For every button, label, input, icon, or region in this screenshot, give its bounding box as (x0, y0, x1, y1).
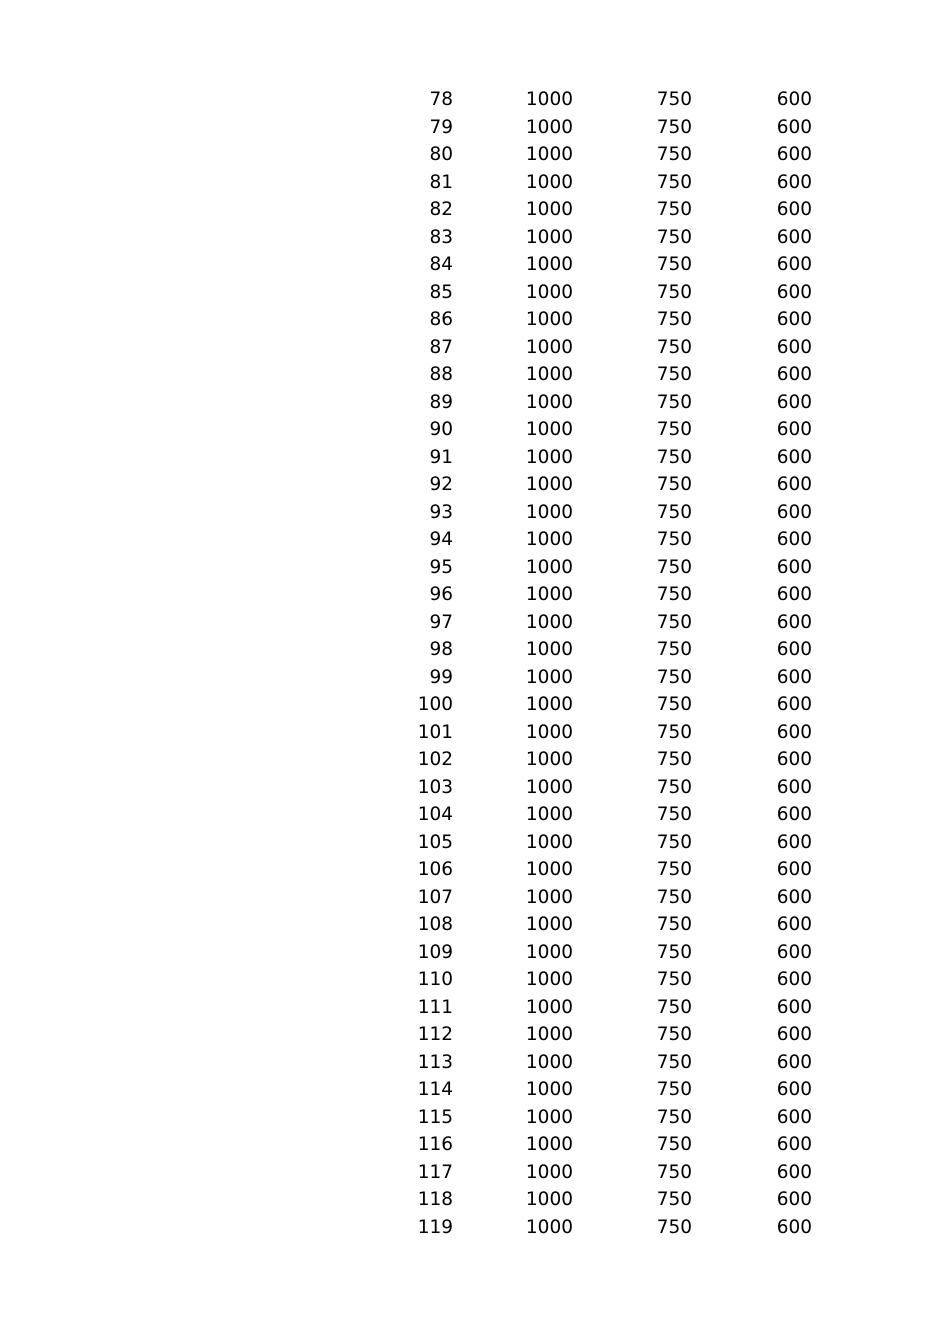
table-cell: 87 (429, 336, 453, 358)
table-cell: 750 (656, 749, 692, 770)
table-cell: 600 (776, 1051, 812, 1073)
table-row (0, 1104, 950, 1132)
table-cell: 1000 (525, 1161, 573, 1183)
table-cell: 600 (776, 529, 812, 550)
table-cell: 1000 (525, 804, 573, 825)
table-cell: 600 (776, 556, 812, 578)
table-cell: 600 (776, 419, 812, 440)
table-cell: 750 (656, 254, 692, 275)
table-cell: 109 (417, 941, 453, 963)
table-row (0, 1021, 950, 1049)
table-row (0, 224, 950, 252)
table-cell: 600 (776, 831, 812, 853)
table-cell: 1000 (525, 1051, 573, 1073)
table-row (0, 526, 950, 554)
table-cell: 750 (656, 611, 692, 633)
table-cell: 750 (656, 694, 692, 715)
table-cell: 750 (656, 171, 692, 193)
table-cell: 750 (656, 1189, 692, 1210)
table-row (0, 994, 950, 1022)
table-cell: 600 (776, 886, 812, 908)
table-row (0, 664, 950, 692)
table-cell: 600 (776, 309, 812, 330)
table-cell: 1000 (525, 996, 573, 1018)
table-cell: 750 (656, 859, 692, 880)
table-cell: 103 (417, 776, 453, 798)
table-cell: 600 (776, 446, 812, 468)
table-cell: 750 (656, 309, 692, 330)
table-cell: 1000 (525, 776, 573, 798)
table-cell: 600 (776, 776, 812, 798)
table-row (0, 856, 950, 884)
table-cell: 600 (776, 749, 812, 770)
table-cell: 80 (429, 144, 453, 165)
table-cell: 111 (417, 996, 453, 1018)
table-cell: 1000 (525, 749, 573, 770)
table-row (0, 279, 950, 307)
table-cell: 101 (417, 721, 453, 743)
table-cell: 750 (656, 89, 692, 110)
table-cell: 1000 (525, 859, 573, 880)
table-row (0, 939, 950, 967)
table-row (0, 1131, 950, 1159)
table-row (0, 251, 950, 279)
table-cell: 110 (417, 969, 453, 990)
table-cell: 94 (429, 529, 453, 550)
table-row (0, 196, 950, 224)
table-cell: 750 (656, 941, 692, 963)
table-cell: 1000 (525, 144, 573, 165)
table-cell: 91 (429, 446, 453, 468)
table-cell: 600 (776, 1161, 812, 1183)
table-cell: 750 (656, 1079, 692, 1100)
table-cell: 750 (656, 639, 692, 660)
table-cell: 600 (776, 1134, 812, 1155)
table-row (0, 884, 950, 912)
table-cell: 600 (776, 584, 812, 605)
table-cell: 97 (429, 611, 453, 633)
table-cell: 600 (776, 364, 812, 385)
table-cell: 750 (656, 776, 692, 798)
table-cell: 600 (776, 1216, 812, 1238)
table-cell: 1000 (525, 309, 573, 330)
table-cell: 114 (417, 1079, 453, 1100)
table-cell: 102 (417, 749, 453, 770)
table-cell: 81 (429, 171, 453, 193)
table-row (0, 306, 950, 334)
table-cell: 750 (656, 474, 692, 495)
table-cell: 1000 (525, 969, 573, 990)
table-cell: 600 (776, 89, 812, 110)
table-cell: 83 (429, 226, 453, 248)
table-cell: 86 (429, 309, 453, 330)
table-cell: 600 (776, 171, 812, 193)
table-row (0, 719, 950, 747)
table-cell: 93 (429, 501, 453, 523)
table-cell: 1000 (525, 1024, 573, 1045)
table-cell: 79 (429, 116, 453, 138)
table-row (0, 499, 950, 527)
table-row (0, 361, 950, 389)
table-cell: 1000 (525, 1189, 573, 1210)
table-cell: 600 (776, 1079, 812, 1100)
table-cell: 1000 (525, 254, 573, 275)
table-row (0, 746, 950, 774)
table-cell: 119 (417, 1216, 453, 1238)
table-cell: 600 (776, 254, 812, 275)
table-cell: 112 (417, 1024, 453, 1045)
table-cell: 1000 (525, 831, 573, 853)
table-cell: 600 (776, 336, 812, 358)
table-row (0, 444, 950, 472)
table-cell: 1000 (525, 474, 573, 495)
table-cell: 750 (656, 116, 692, 138)
table-cell: 750 (656, 556, 692, 578)
table-cell: 116 (417, 1134, 453, 1155)
table-row (0, 1076, 950, 1104)
table-cell: 600 (776, 859, 812, 880)
table-cell: 96 (429, 584, 453, 605)
table-cell: 85 (429, 281, 453, 303)
table-cell: 600 (776, 391, 812, 413)
table-cell: 750 (656, 831, 692, 853)
table-cell: 100 (417, 694, 453, 715)
table-cell: 1000 (525, 1216, 573, 1238)
table-cell: 92 (429, 474, 453, 495)
table-cell: 106 (417, 859, 453, 880)
table-cell: 750 (656, 914, 692, 935)
table-cell: 1000 (525, 171, 573, 193)
table-cell: 600 (776, 914, 812, 935)
table-row (0, 636, 950, 664)
table-cell: 600 (776, 281, 812, 303)
table-cell: 82 (429, 199, 453, 220)
table-cell: 84 (429, 254, 453, 275)
table-cell: 104 (417, 804, 453, 825)
table-cell: 107 (417, 886, 453, 908)
table-cell: 750 (656, 419, 692, 440)
table-cell: 1000 (525, 694, 573, 715)
table-row (0, 1049, 950, 1077)
table-row (0, 801, 950, 829)
table-cell: 750 (656, 969, 692, 990)
table-cell: 1000 (525, 886, 573, 908)
table-row (0, 471, 950, 499)
table-cell: 750 (656, 336, 692, 358)
table-cell: 1000 (525, 1079, 573, 1100)
table-cell: 1000 (525, 226, 573, 248)
table-cell: 750 (656, 226, 692, 248)
table-cell: 600 (776, 1189, 812, 1210)
table-cell: 600 (776, 804, 812, 825)
table-cell: 600 (776, 611, 812, 633)
table-cell: 600 (776, 666, 812, 688)
table-cell: 108 (417, 914, 453, 935)
table-cell: 1000 (525, 1106, 573, 1128)
table-cell: 1000 (525, 1134, 573, 1155)
table-row (0, 911, 950, 939)
table-row (0, 169, 950, 197)
table-cell: 89 (429, 391, 453, 413)
table-cell: 750 (656, 1024, 692, 1045)
table-cell: 1000 (525, 639, 573, 660)
table-cell: 1000 (525, 529, 573, 550)
data-table (0, 86, 950, 1241)
table-cell: 1000 (525, 611, 573, 633)
table-row (0, 86, 950, 114)
table-row (0, 966, 950, 994)
table-cell: 600 (776, 1106, 812, 1128)
table-cell: 1000 (525, 914, 573, 935)
table-cell: 600 (776, 144, 812, 165)
table-row (0, 1214, 950, 1242)
table-cell: 1000 (525, 116, 573, 138)
table-cell: 750 (656, 1216, 692, 1238)
table-cell: 113 (417, 1051, 453, 1073)
table-row (0, 581, 950, 609)
table-row (0, 774, 950, 802)
table-cell: 600 (776, 1024, 812, 1045)
table-cell: 95 (429, 556, 453, 578)
table-cell: 1000 (525, 556, 573, 578)
table-cell: 1000 (525, 391, 573, 413)
table-cell: 1000 (525, 721, 573, 743)
table-cell: 1000 (525, 89, 573, 110)
table-row (0, 416, 950, 444)
table-cell: 750 (656, 281, 692, 303)
table-cell: 750 (656, 501, 692, 523)
table-cell: 750 (656, 1106, 692, 1128)
table-cell: 115 (417, 1106, 453, 1128)
table-row (0, 1159, 950, 1187)
table-cell: 600 (776, 721, 812, 743)
table-cell: 750 (656, 1161, 692, 1183)
table-cell: 600 (776, 639, 812, 660)
table-cell: 98 (429, 639, 453, 660)
table-row (0, 1186, 950, 1214)
table-cell: 750 (656, 446, 692, 468)
table-cell: 1000 (525, 941, 573, 963)
table-cell: 600 (776, 474, 812, 495)
table-cell: 90 (429, 419, 453, 440)
table-cell: 1000 (525, 446, 573, 468)
table-cell: 750 (656, 1134, 692, 1155)
table-cell: 1000 (525, 281, 573, 303)
table-row (0, 389, 950, 417)
table-row (0, 609, 950, 637)
table-cell: 600 (776, 199, 812, 220)
table-cell: 750 (656, 886, 692, 908)
table-cell: 750 (656, 391, 692, 413)
table-cell: 78 (429, 89, 453, 110)
table-cell: 117 (417, 1161, 453, 1183)
table-cell: 750 (656, 584, 692, 605)
table-cell: 600 (776, 969, 812, 990)
table-cell: 750 (656, 1051, 692, 1073)
table-cell: 750 (656, 529, 692, 550)
table-cell: 118 (417, 1189, 453, 1210)
table-cell: 750 (656, 364, 692, 385)
table-cell: 600 (776, 501, 812, 523)
table-cell: 750 (656, 666, 692, 688)
table-cell: 600 (776, 941, 812, 963)
table-cell: 1000 (525, 336, 573, 358)
table-row (0, 554, 950, 582)
table-cell: 1000 (525, 501, 573, 523)
table-row (0, 114, 950, 142)
table-cell: 1000 (525, 666, 573, 688)
table-cell: 750 (656, 144, 692, 165)
table-cell: 600 (776, 694, 812, 715)
table-cell: 600 (776, 116, 812, 138)
table-cell: 750 (656, 804, 692, 825)
table-row (0, 334, 950, 362)
table-cell: 88 (429, 364, 453, 385)
table-row (0, 829, 950, 857)
table-cell: 1000 (525, 419, 573, 440)
table-cell: 600 (776, 226, 812, 248)
table-cell: 1000 (525, 199, 573, 220)
table-cell: 750 (656, 721, 692, 743)
table-cell: 750 (656, 996, 692, 1018)
table-cell: 750 (656, 199, 692, 220)
table-cell: 99 (429, 666, 453, 688)
table-row (0, 691, 950, 719)
table-cell: 1000 (525, 584, 573, 605)
table-cell: 105 (417, 831, 453, 853)
table-row (0, 141, 950, 169)
table-cell: 600 (776, 996, 812, 1018)
table-cell: 1000 (525, 364, 573, 385)
